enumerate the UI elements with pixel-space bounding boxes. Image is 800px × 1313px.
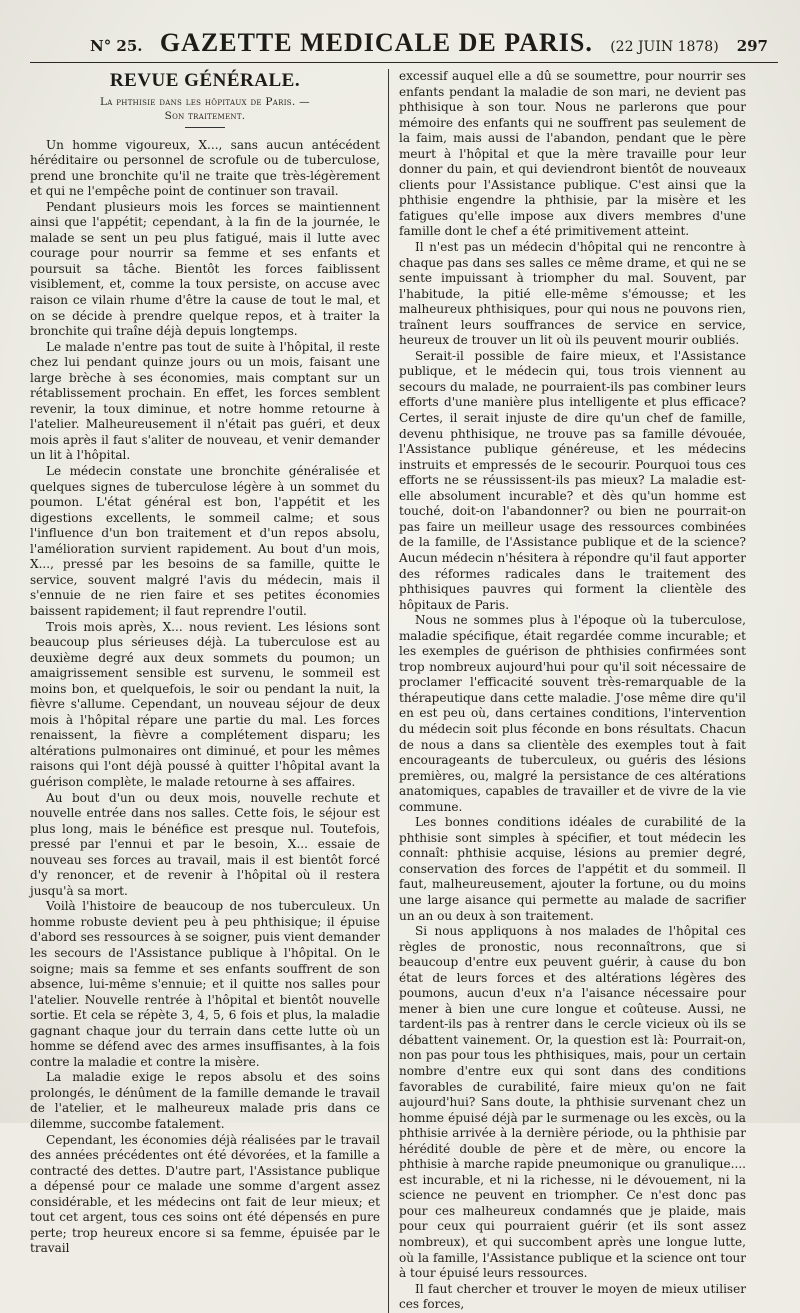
article-columns (30, 69, 778, 1313)
right-column (388, 69, 746, 1313)
subtitle-rule (185, 127, 225, 128)
paragraph: La maladie exige le repos absolu et des soins prolongés, le dénûment de la famille demande le travail de l'atelier, et le malheureux malade pris dans ce dilemme, succombe fatalement. (30, 1070, 380, 1131)
paragraph: Les bonnes conditions idéales de curabilité de la phthisie sont simples à spécifier, et tout médecin les connaît: phthisie acquise, lésions au premier degré, conservation des forces de l'appétit et du sommeil. Il faut, malheureusement, ajouter la fortune, ou du moins une large aisance qui permette au malade de sacrifier un an ou deux à son traitement. (399, 815, 746, 923)
article-subtitle-2 (30, 109, 380, 128)
paragraph: Serait-il possible de faire mieux, et l'Assistance publique, et le médecin qui, tous trois viennent au secours du malade, ne pourraient-ils pas combiner leurs efforts d'une manière plus intelligente et plus efficace? Certes, il serait injuste de dire qu'un chef de famille, devenu phthisique, ne trouve pas sa famille dévouée, l'Assistance publique généreuse, et les médecins instruits et empressés de le secourir. Pourquoi tous ces efforts ne se réussissent-ils pas mieux? La maladie est-elle absolument incurable? et dès qu'un homme est touché, doit-on l'abandonner? ou bien ne pourrait-on pas faire un meilleur usage des ressources combinées de la famille, de l'Assistance publique et de la science? Aucun médecin n'hésitera à répondre qu'il faut apporter des réformes radicales dans le traitement des phthisiques pauvres qui forment la clientèle des hôpitaux de Paris. (399, 348, 746, 612)
paragraph: Si nous appliquons à nos malades de l'hôpital ces règles de pronostic, nous reconnaîtrons, que si beaucoup d'entre eux peuvent guérir, à cause du bon état de leurs forces et des altérations légères des poumons, aucun d'eux n'a l'aisance nécessaire pour mener à bien une cure longue et coûteuse. Aussi, ne tardent-ils pas à rentrer dans le cercle vicieux où ils se débattent vainement. Or, la question est là: Pourrait-on, non pas pour tous les phthisiques, mais, pour un certain nombre d'entre eux qui sont dans des conditions favorables de curabilité, faire mieux qu'on ne fait aujourd'hui? Sans doute, la phthisie survenant chez un homme épuisé déjà par le surmenage ou les excès, ou la phthisie arrivée à la dernière période, ou la phthisie par hérédité double de père et de mère, ou encore la phthisie à marche rapide pneumonique ou granulique.... est incurable, et ni la richesse, ni le dévouement, ni la science ne peuvent en triompher. Ce n'est donc pas pour ces malheureux condamnés que je plaide, mais pour ceux qui pourraient guérir (et ils sont assez nombreux), et qui succombent après une longue lutte, où la famille, l'Assistance publique et la science ont tour à tour épuisé leurs ressources. (399, 924, 746, 1281)
paragraph: Voilà l'histoire de beaucoup de nos tuberculeux. Un homme robuste devient peu à peu phthisique; il épuise d'abord ses ressources à se soigner, puis vient demander les secours de l'Assistance publique à l'hôpital. On le soigne; mais sa femme et ses enfants souffrent de son absence, lui-même s'ennuie; et il quitte nos salles pour l'atelier. Nouvelle rentrée à l'hôpital et bientôt nouvelle sortie. Et cela se répète 3, 4, 5, 6 fois et plus, la maladie gagnant chaque jour du terrain dans cette lutte où un homme se défend avec des armes insuffisantes, à la fois contre la maladie et contre la misère. (30, 899, 380, 1069)
paragraph: Il n'est pas un médecin d'hôpital qui ne rencontre à chaque pas dans ses salles ce même drame, et qui ne se sente impuissant à triompher du mal. Souvent, par l'habitude, la pitié elle-même s'émousse; et les malheureux phthisiques, pour qui nous ne pouvons rien, traînent leurs souffrances de service en service, heureux de trouver un lit où ils peuvent mourir oubliés. (399, 240, 746, 348)
newspaper-title: GAZETTE MEDICALE DE PARIS. (159, 28, 593, 57)
rubric-title: REVUE GÉNÉRALE. (109, 70, 301, 91)
left-column (30, 69, 388, 1313)
paragraph: Cependant, les économies déjà réalisées par le travail des années précédentes ont été dévorées, et la famille a contracté des dettes. D'autre part, l'Assistance publique a dépensé pour ce malade une somme d'argent assez considérable, et les médecins ont fait de leur mieux; et tout cet argent, tous ces soins ont été dépensés en pure perte; trop heureux encore si sa femme, épuisée par le travail (30, 1132, 380, 1256)
paragraph: Un homme vigoureux, X..., sans aucun antécédent héréditaire ou personnel de scrofule ou de tuberculose, prend une bronchite qu'il ne traite que très-légèrement et qui ne l'empêche point de continuer son travail. (30, 137, 380, 199)
paragraph: Au bout d'un ou deux mois, nouvelle rechute et nouvelle entrée dans nos salles. Cette fois, le séjour est plus long, mais le bénéfice est presque nul. Toutefois, pressé par l'ennui et par le besoin, X... essaie de nouveau ses forces au travail, mais il est bientôt forcé d'y renoncer, et de revenir à l'hôpital où il restera jusqu'à sa mort. (30, 790, 380, 898)
paragraph: Pendant plusieurs mois les forces se maintiennent ainsi que l'appétit; cependant, à la fin de la journée, le malade se sent un peu plus fatigué, mais il lutte avec courage pour nourrir sa femme et ses enfants et poursuit sa tâche. Bientôt les forces faiblissent visiblement, et, comme la toux persiste, on accuse avec raison ce vilain rhume d'être la cause de tout le mal, et on se décide à prendre quelque repos, et à traiter la bronchite qui traîne déjà depuis longtemps. (30, 199, 380, 339)
paragraph: Nous ne sommes plus à l'époque où la tuberculose, maladie spécifique, était regardée comme incurable; et les exemples de guérison de phthisies confirmées sont trop nombreux aujourd'hui pour qu'il soit nécessaire de proclamer l'efficacité souvent très-remarquable de la thérapeutique dans cette maladie. J'ose même dire qu'il en est peu où, dans certaines conditions, l'intervention du médecin soit plus féconde en bons résultats. Chacun de nous a dans sa clientèle des exemples tout à fait encourageants de tuberculeux, ou guéris des lésions premières, ou, malgré la persistance de ces altérations anatomiques, capables de travailler et de vivre de la vie commune. (399, 613, 746, 814)
masthead-right (610, 37, 768, 55)
paragraph: Le médecin constate une bronchite généralisée et quelques signes de tuberculose légère à un sommet du poumon. L'état général est bon, l'appétit et les digestions excellents, le sommeil calme; et sous l'influence d'un bon traitement et d'un repos absolu, l'amélioration survient rapidement. Au bout d'un mois, X..., pressé par les besoins de sa famille, quitte le service, souvent malgré l'avis du médecin, mais il s'ennuie de ne rien faire et ses petites économies baissent rapidement; il faut reprendre l'outil. (30, 464, 380, 618)
page-number: 297 (736, 37, 768, 55)
issue-number: N° 25. (90, 37, 143, 55)
issue-date: (22 JUIN 1878) (610, 39, 719, 55)
paragraph: Le malade n'entre pas tout de suite à l'hôpital, il reste chez lui pendant quinze jours ou un mois, faisant une large brèche à ses économies, mais comptant sur un rétablissement prochain. En effet, les forces semblent revenir, la toux diminue, et notre homme retourne à l'atelier. Malheureusement il n'était pas guéri, et deux mois après il faut s'aliter de nouveau, et venir demander un lit à l'hôpital. (30, 339, 380, 463)
article-subtitle: La phthisie dans les hôpitaux de Paris. — (100, 95, 310, 108)
masthead (30, 28, 778, 63)
paragraph: Trois mois après, X... nous revient. Les lésions sont beaucoup plus sérieuses déjà. La tuberculose est au deuxième degré aux deux sommets du poumon; un amaigrissement sensible est survenu, le sommeil est moins bon, et quelquefois, le soir ou pendant la nuit, la fièvre s'allume. Cependant, un nouveau séjour de deux mois à l'hôpital répare une partie du mal. Les forces renaissent, la fièvre a complétement disparu; les altérations pulmonaires ont diminué, et pour les mêmes raisons qui l'ont déjà poussé à quitter l'hôpital avant la guérison complète, le malade retourne à ses affaires. (30, 619, 380, 789)
paragraph: Il faut chercher et trouver le moyen de mieux utiliser ces forces, (399, 1281, 746, 1312)
paragraph-continued: excessif auquel elle a dû se soumettre, pour nourrir ses enfants pendant la maladie de son mari, ne devient pas phthisique à son tour. Nous ne parlerons que pour mémoire des enfants qui ne souffrent pas seulement de la faim, mais aussi de l'abandon, pendant que le père meurt à l'hôpital et que la mère travaille pour leur donner du pain, et qui deviendront bientôt de nouveaux clients pour l'Assistance publique. C'est ainsi que la phthisie engendre la phthisie, par la misère et les fatigues qu'elle impose aux divers membres d'une famille dont le chef a été primitivement atteint. (399, 69, 746, 239)
article-subtitle-text: Son traitement. (164, 109, 246, 122)
